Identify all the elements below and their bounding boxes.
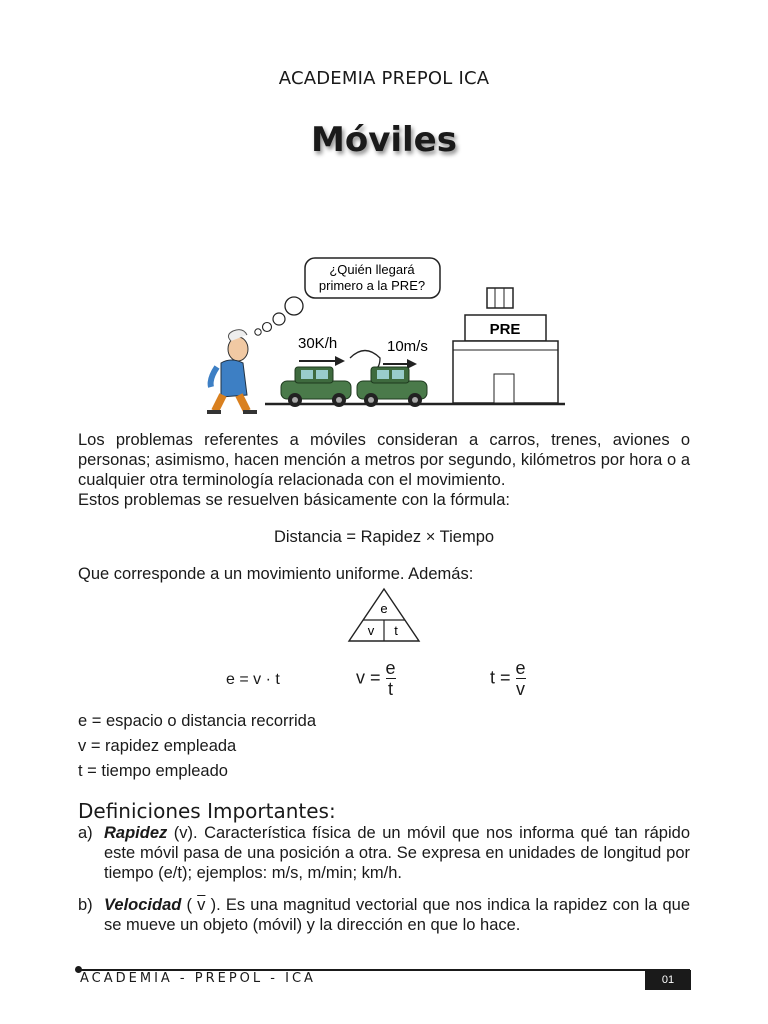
variable-legend — [78, 709, 316, 784]
legend-e: e = espacio o distancia recorrida — [78, 712, 317, 730]
definition-b — [78, 895, 690, 935]
formula-t — [490, 658, 526, 699]
definition-a-letter: a) — [78, 824, 93, 842]
definition-b-text: ). Es una magnitud vectorial que nos indica la rapidez con la que se mueve un objeto (móvil) y la dirección en que lo hace. — [104, 896, 690, 934]
formula-v — [356, 658, 396, 699]
intro-paragraph-1: Los problemas referentes a móviles consideran a carros, trenes, aviones o personas; asimismo, hacen mención a metros por segundo, kilómetros por hora o a cualquier otra terminología relacionada con el movimiento. — [78, 431, 690, 489]
pre-building — [453, 288, 558, 403]
page-title: Móviles — [311, 120, 457, 160]
definition-a-term: Rapidez — [104, 824, 168, 842]
formula-t-fraction — [516, 658, 526, 699]
legend-t: t = tiempo empleado — [78, 762, 228, 780]
definition-a — [78, 823, 690, 883]
formula-v-den: t — [388, 679, 394, 699]
formula-v-lhs: v = — [356, 667, 381, 688]
definition-b-paren: ( — [181, 896, 198, 914]
main-formula: Distancia = Rapidez × Tiempo — [273, 528, 495, 546]
page-number: 01 — [645, 970, 691, 990]
formula-e: e = v · t — [226, 671, 280, 688]
triangle-right: t — [394, 623, 398, 638]
movement-illustration — [195, 255, 575, 415]
car-1-icon — [281, 367, 351, 407]
formula-t-num: e — [515, 658, 526, 678]
velocity-vector-symbol: $\overline{v}$ — [197, 896, 206, 914]
intro-paragraph-2: Estos problemas se resuelven básicamente con la fórmula: — [78, 491, 510, 509]
speed-label-car1: 30K/h — [298, 335, 338, 352]
formula-t-den: v — [516, 679, 526, 699]
definitions-title: Definiciones Importantes: — [78, 799, 336, 823]
triangle-left: v — [367, 623, 375, 638]
speed-label-car2: 10m/s — [387, 338, 428, 355]
legend-v: v = rapidez empleada — [78, 737, 237, 755]
intro-text — [78, 430, 690, 510]
uniform-motion-text: Que corresponde a un movimiento uniforme. Además: — [78, 565, 474, 583]
thought-bubble — [255, 258, 440, 335]
formula-v-fraction — [386, 658, 396, 699]
car-2-icon — [357, 367, 427, 407]
formula-v-num: e — [385, 658, 396, 678]
thought-line-2: primero a la PRE? — [318, 278, 426, 293]
formula-t-lhs: t = — [490, 667, 511, 688]
building-sign: PRE — [489, 321, 521, 338]
footer-text: ACADEMIA - PREPOL - ICA — [80, 971, 316, 986]
thought-line-1: ¿Quién llegará — [329, 262, 415, 277]
old-man-figure — [207, 330, 257, 412]
triangle-top: e — [380, 601, 388, 616]
definition-a-text: (v). Característica física de un móvil que nos informa qué tan rápido este móvil pasa de una posición a otra. Se expresa en unidades de longitud por tiempo (e/t); ejemplos: m/s, m/min; km/h. — [104, 824, 690, 882]
evt-triangle — [346, 587, 422, 643]
definition-b-letter: b) — [78, 896, 93, 914]
academy-header: ACADEMIA PREPOL ICA — [278, 68, 490, 89]
definition-b-term: Velocidad — [104, 896, 182, 914]
